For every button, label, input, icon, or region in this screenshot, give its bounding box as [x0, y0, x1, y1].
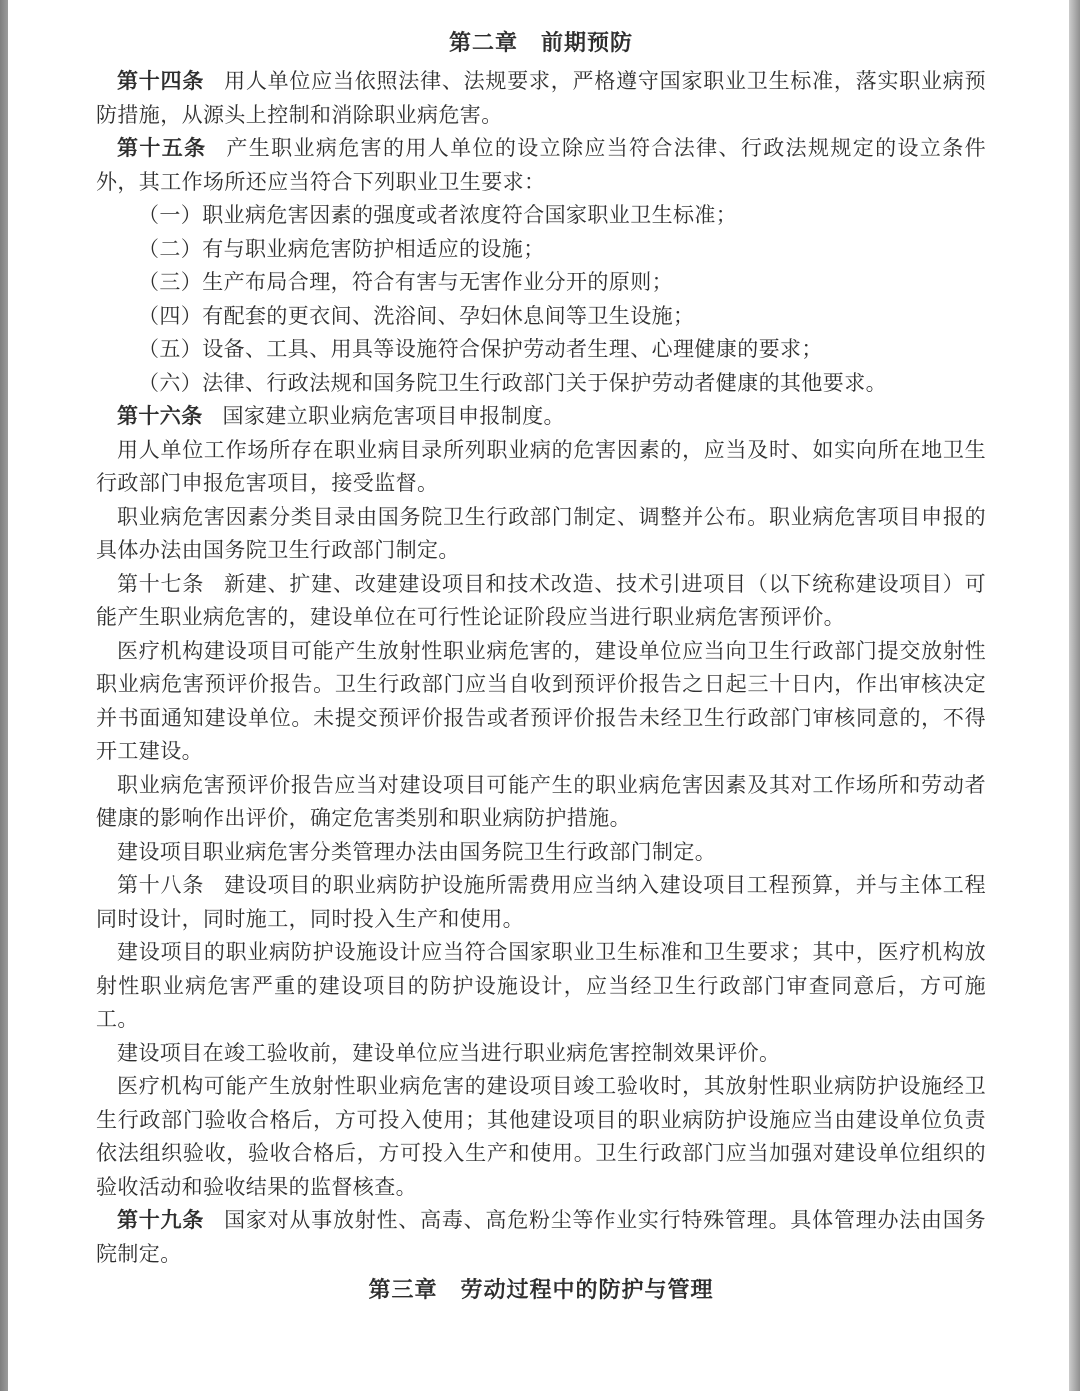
article-number: 第十七条 — [117, 571, 205, 596]
list-item — [96, 333, 986, 367]
paragraph-text: 职业病危害预评价报告应当对建设项目可能产生的职业病危害因素及其对工作场所和劳动者健康的影响作出评价，确定危害类别和职业病防护措施。 — [96, 772, 986, 830]
article-number: 第十八条 — [117, 873, 205, 897]
paragraph — [96, 400, 986, 434]
left-page-edge — [0, 0, 8, 1391]
paragraph — [96, 568, 986, 635]
right-page-edge — [1069, 0, 1080, 1391]
paragraph-text: 建设项目的职业病防护设施所需费用应当纳入建设项目工程预算，并与主体工程同时设计，同时施工，同时投入生产和使用。 — [96, 873, 986, 931]
paragraph — [96, 1204, 986, 1271]
paragraph-text: 医疗机构可能产生放射性职业病危害的建设项目竣工验收时，其放射性职业病防护设施经卫生行政部门验收合格后，方可投入使用；其他建设项目的职业病防护设施应当由建设单位负责依法组织验收，验收合格后，方可投入生产和使用。卫生行政部门应当加强对建设单位组织的验收活动和验收结果的监督核查。 — [96, 1074, 986, 1199]
paragraph-text: 产生职业病危害的用人单位的设立除应当符合法律、行政法规规定的设立条件外，其工作场所还应当符合下列职业卫生要求： — [96, 136, 986, 194]
paragraph — [96, 836, 986, 870]
paragraph-text: （一）职业病危害因素的强度或者浓度符合国家职业卫生标准； — [138, 203, 738, 227]
paragraph-text: 用人单位工作场所存在职业病目录所列职业病的危害因素的，应当及时、如实向所在地卫生行政部门申报危害项目，接受监督。 — [96, 437, 986, 495]
list-item — [96, 367, 986, 401]
article-number: 第十九条 — [117, 1208, 205, 1232]
list-item — [96, 199, 986, 233]
paragraph — [96, 132, 986, 199]
paragraph-text: （五）设备、工具、用具等设施符合保护劳动者生理、心理健康的要求； — [138, 337, 823, 361]
paragraph-text: （六）法律、行政法规和国务院卫生行政部门关于保护劳动者健康的其他要求。 — [138, 370, 887, 395]
paragraph-text: 建设项目在竣工验收前，建设单位应当进行职业病危害控制效果评价。 — [117, 1040, 781, 1065]
paragraph-text: （三）生产布局合理，符合有害与无害作业分开的原则； — [138, 270, 673, 294]
paragraph — [96, 869, 986, 936]
paragraph-text: 新建、扩建、改建建设项目和技术改造、技术引进项目（以下统称建设项目）可能产生职业病危害的，建设单位在可行性论证阶段应当进行职业病危害预评价。 — [96, 571, 986, 629]
article-number: 第十六条 — [117, 404, 203, 428]
paragraph — [96, 1070, 986, 1204]
paragraph-text: 国家对从事放射性、高毒、高危粉尘等作业实行特殊管理。具体管理办法由国务院制定。 — [96, 1208, 986, 1266]
paragraph — [96, 635, 986, 769]
paragraph — [96, 769, 986, 836]
paragraph-text: 医疗机构建设项目可能产生放射性职业病危害的，建设单位应当向卫生行政部门提交放射性职业病危害预评价报告。卫生行政部门应当自收到预评价报告之日起三十日内，作出审核决定并书面通知建设单位。未提交预评价报告或者预评价报告未经卫生行政部门审核同意的，不得开工建设。 — [96, 638, 986, 763]
paragraph-text: 职业病危害因素分类目录由国务院卫生行政部门制定、调整并公布。职业病危害项目申报的具体办法由国务院卫生行政部门制定。 — [96, 504, 986, 562]
paragraph — [96, 501, 986, 568]
paragraph-text: 国家建立职业病危害项目申报制度。 — [222, 404, 565, 428]
paragraph-text: 建设项目职业病危害分类管理办法由国务院卫生行政部门制定。 — [117, 839, 717, 864]
article-number: 第十四条 — [117, 69, 205, 93]
list-item — [96, 233, 986, 267]
paragraph-text: 建设项目的职业病防护设施设计应当符合国家职业卫生标准和卫生要求；其中，医疗机构放射性职业病危害严重的建设项目的防护设施设计，应当经卫生行政部门审查同意后，方可施工。 — [96, 940, 986, 1031]
paragraph-text: （二）有与职业病危害防护相适应的设施； — [138, 236, 545, 261]
paragraph — [96, 434, 986, 501]
paragraph — [96, 936, 986, 1037]
chapter-heading: 第二章 前期预防 — [448, 30, 633, 55]
paragraph — [96, 65, 986, 132]
document-content — [96, 24, 986, 1312]
paragraph-text: （四）有配套的更衣间、洗浴间、孕妇休息间等卫生设施； — [138, 303, 695, 328]
paragraph-text: 用人单位应当依照法律、法规要求，严格遵守国家职业卫生标准，落实职业病预防措施，从源头上控制和消除职业病危害。 — [96, 69, 986, 127]
article-number: 第十五条 — [117, 136, 207, 160]
chapter-heading: 第三章 劳动过程中的防护与管理 — [368, 1277, 714, 1302]
paragraph — [96, 1037, 986, 1071]
list-item — [96, 300, 986, 334]
list-item — [96, 266, 986, 300]
